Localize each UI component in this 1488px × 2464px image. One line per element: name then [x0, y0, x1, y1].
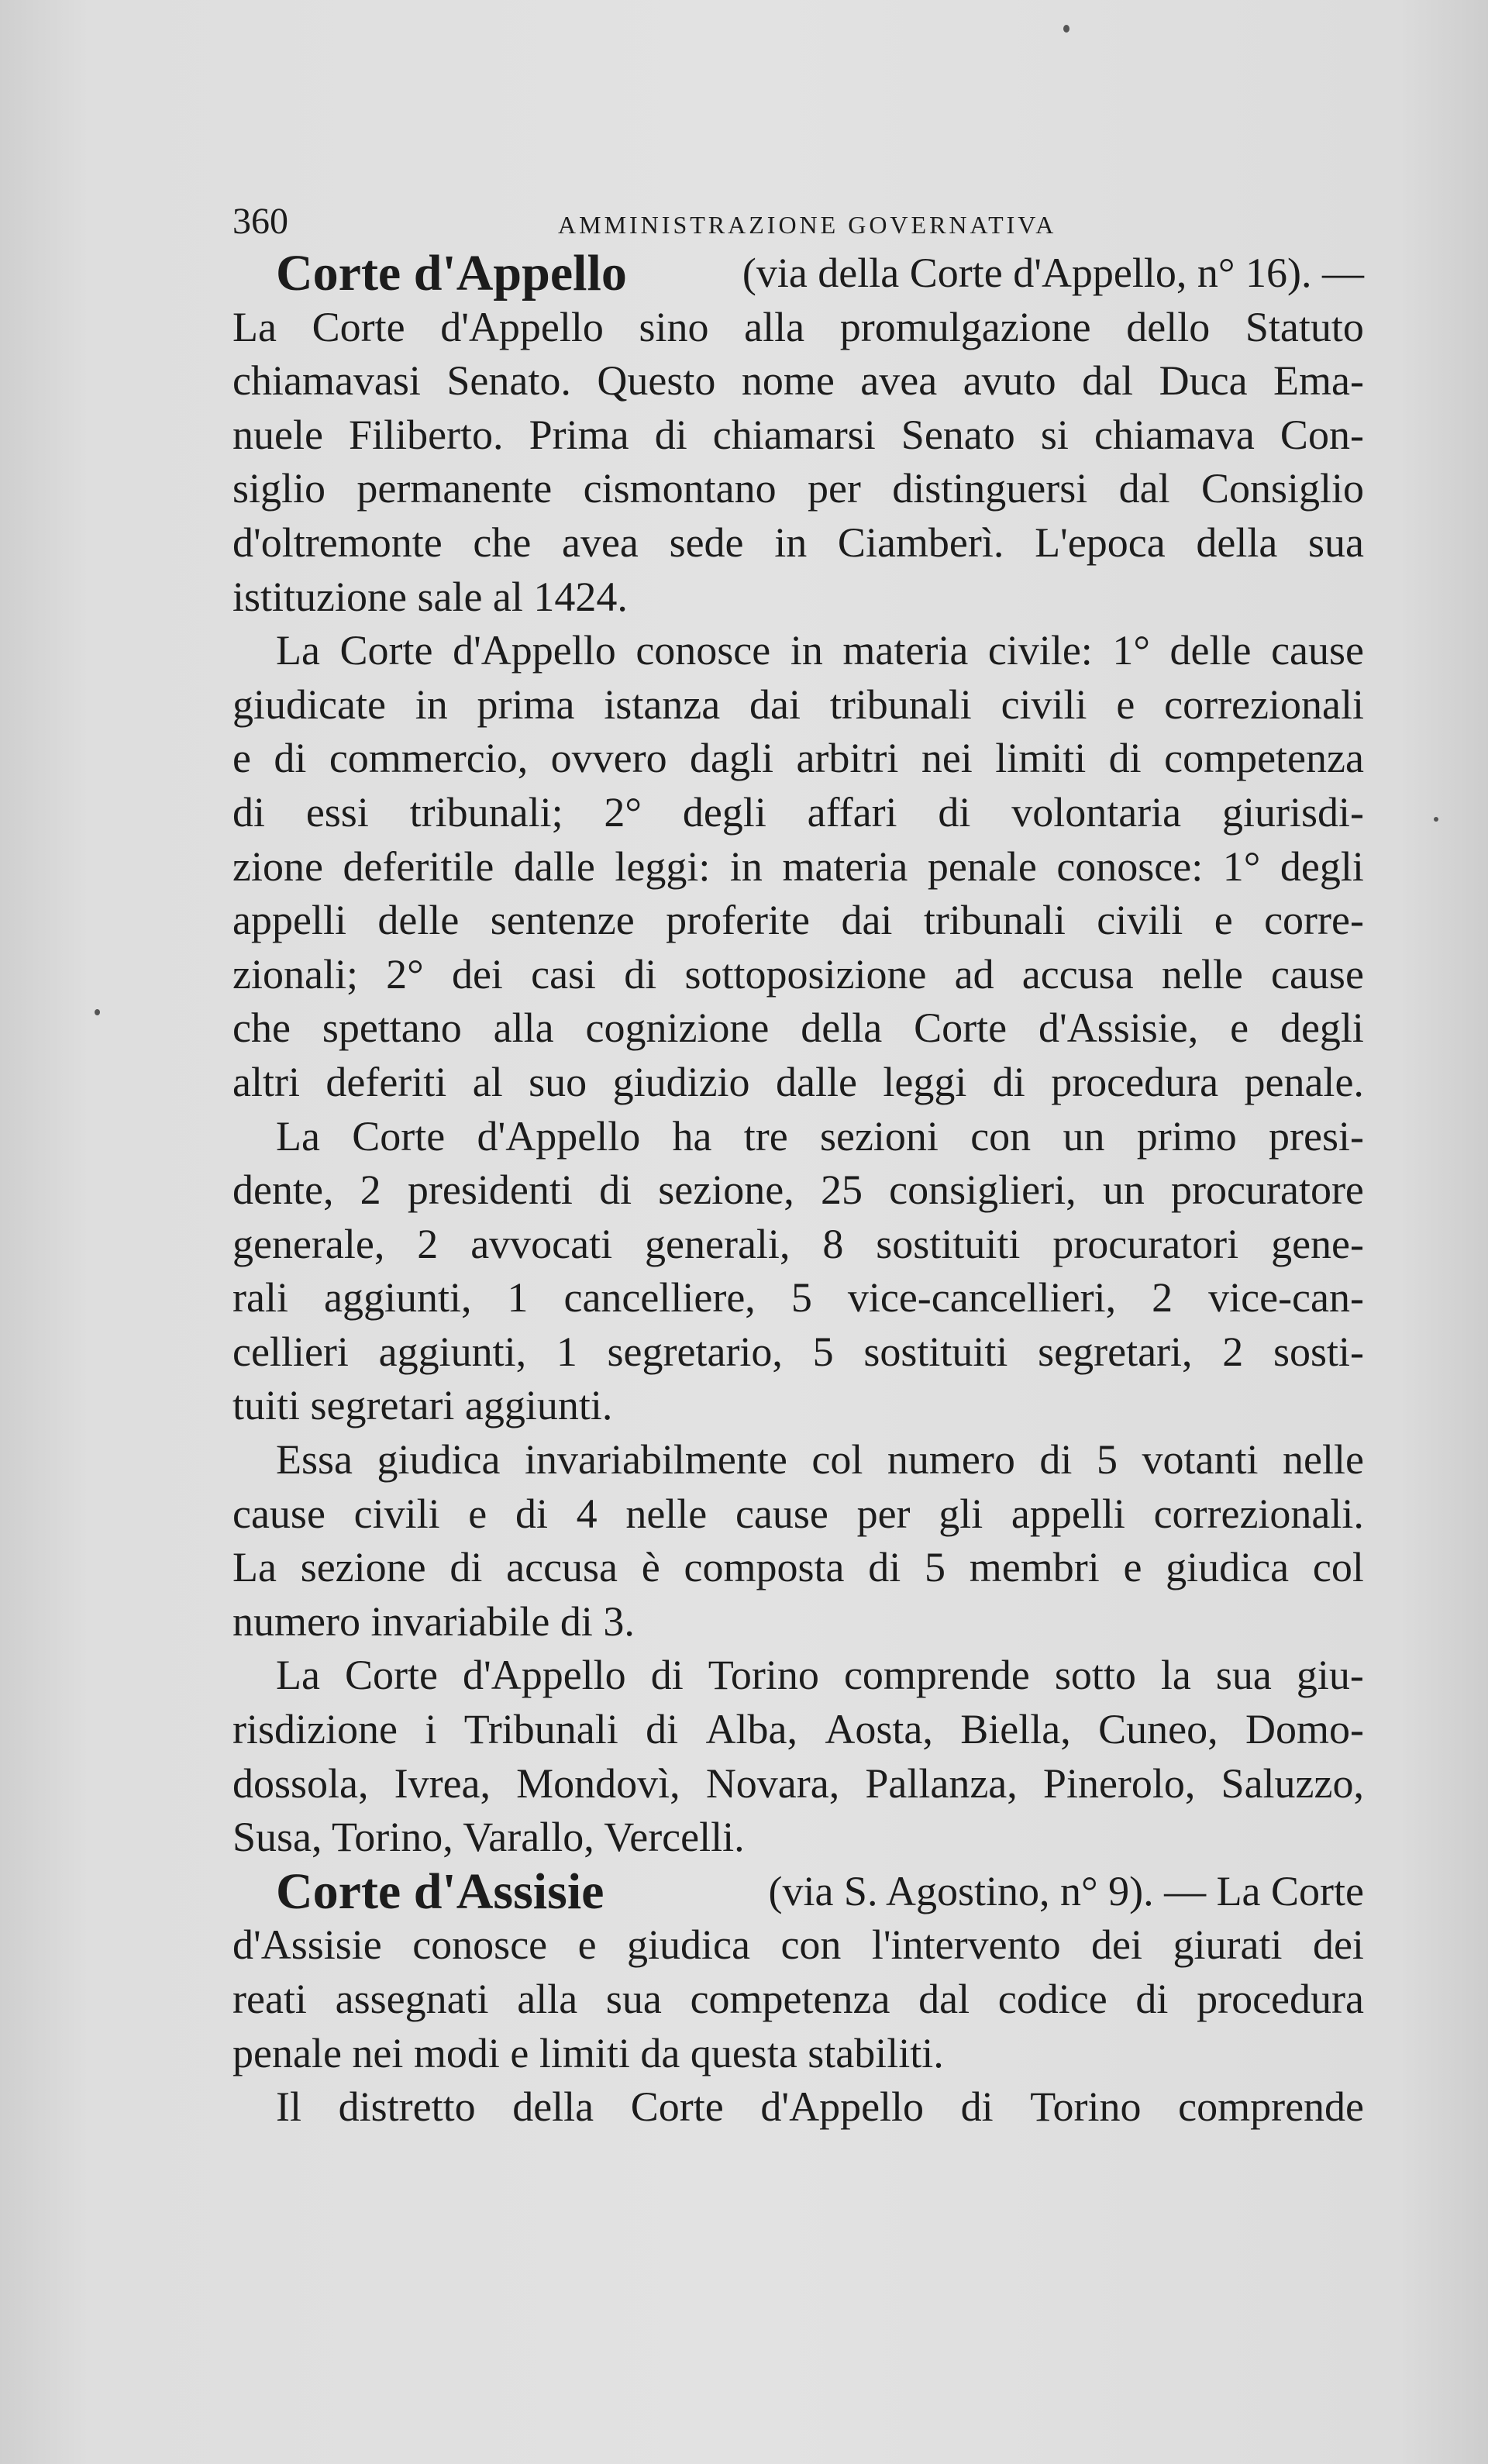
text-line: altri deferiti al suo giudizio dalle leggi di procedura penale.: [232, 1058, 1364, 1105]
section-heading-line: [232, 246, 1364, 301]
text-line: di essi tribunali; 2° degli affari di volontaria giurisdi-: [232, 788, 1364, 836]
text-line-last: Susa, Torino, Varallo, Vercelli.: [232, 1814, 745, 1861]
section-title: Corte d'Assisie: [276, 1863, 604, 1920]
text-line: giudicate in prima istanza dai tribunali civili e correzionali: [232, 681, 1364, 728]
page-number: 360: [232, 201, 288, 242]
text-line: nuele Filiberto. Prima di chiamarsi Senato si chiamava Con-: [232, 411, 1364, 458]
text-line: La Corte d'Appello di Torino comprende sotto la sua giu-: [276, 1652, 1364, 1699]
text-line: La Corte d'Appello ha tre sezioni con un primo presi-: [276, 1112, 1364, 1160]
text-line-last: numero invariabile di 3.: [232, 1597, 635, 1645]
section-title-rest: (via della Corte d'Appello, n° 16). —: [742, 250, 1364, 296]
text-line: La sezione di accusa è composta di 5 membri e giudica col: [232, 1544, 1364, 1591]
ink-speck: [95, 1009, 100, 1015]
text-line: chiamavasi Senato. Questo nome avea avuto dal Duca Ema-: [232, 357, 1364, 405]
text-line: dossola, Ivrea, Mondovì, Novara, Pallanza, Pinerolo, Saluzzo,: [232, 1759, 1364, 1807]
text-line-last: istituzione sale al 1424.: [232, 573, 628, 620]
ink-speck: [1434, 817, 1438, 822]
text-line: e di commercio, ovvero dagli arbitri nei limiti di competenza: [232, 735, 1364, 782]
section-heading-line: [232, 1865, 1364, 1919]
text-line: che spettano alla cognizione della Corte d'Assisie, e degli: [232, 1005, 1364, 1052]
text-line: La Corte d'Appello conosce in materia civile: 1° delle cause: [276, 627, 1364, 674]
text-line: cause civili e di 4 nelle cause per gli appelli correzionali.: [232, 1490, 1364, 1537]
section-title: Corte d'Appello: [276, 245, 627, 302]
ink-speck: [1063, 25, 1070, 33]
page-header: [232, 200, 1364, 246]
section-title-rest: (via S. Agostino, n° 9). — La Corte: [768, 1867, 1364, 1914]
text-line-last: penale nei modi e limiti da questa stabiliti.: [232, 2029, 944, 2076]
text-line: d'Assisie conosce e giudica con l'intervento dei giurati dei: [232, 1921, 1364, 1969]
text-line-last: tuiti segretari aggiunti.: [232, 1382, 613, 1429]
text-line: Essa giudica invariabilmente col numero di 5 votanti nelle: [276, 1436, 1364, 1484]
text-line: Il distretto della Corte d'Appello di Torino comprende: [276, 2083, 1364, 2131]
text-line: d'oltremonte che avea sede in Ciamberì. L'epoca della sua: [232, 519, 1364, 566]
text-line: risdizione i Tribunali di Alba, Aosta, Biella, Cuneo, Domo-: [232, 1706, 1364, 1753]
text-line: appelli delle sentenze proferite dai tribunali civili e corre-: [232, 897, 1364, 944]
text-line: generale, 2 avvocati generali, 8 sostituiti procuratori gene-: [232, 1220, 1364, 1267]
text-line: dente, 2 presidenti di sezione, 25 consiglieri, un procuratore: [232, 1167, 1364, 1214]
text-line: rali aggiunti, 1 cancelliere, 5 vice-cancellieri, 2 vice-can-: [232, 1274, 1364, 1322]
text-line: zione deferitile dalle leggi: in materia penale conosce: 1° degli: [232, 843, 1364, 890]
text-line: zionali; 2° dei casi di sottoposizione ad accusa nelle cause: [232, 950, 1364, 998]
text-line: cellieri aggiunti, 1 segretario, 5 sostituiti segretari, 2 sosti-: [232, 1328, 1364, 1375]
text-line: siglio permanente cismontano per distinguersi dal Consiglio: [232, 465, 1364, 512]
text-line: La Corte d'Appello sino alla promulgazione dello Statuto: [232, 303, 1364, 350]
page-body: [232, 246, 1364, 2135]
running-head: AMMINISTRAZIONE GOVERNATIVA: [558, 211, 1057, 239]
text-line: reati assegnati alla sua competenza dal codice di procedura: [232, 1976, 1364, 2022]
